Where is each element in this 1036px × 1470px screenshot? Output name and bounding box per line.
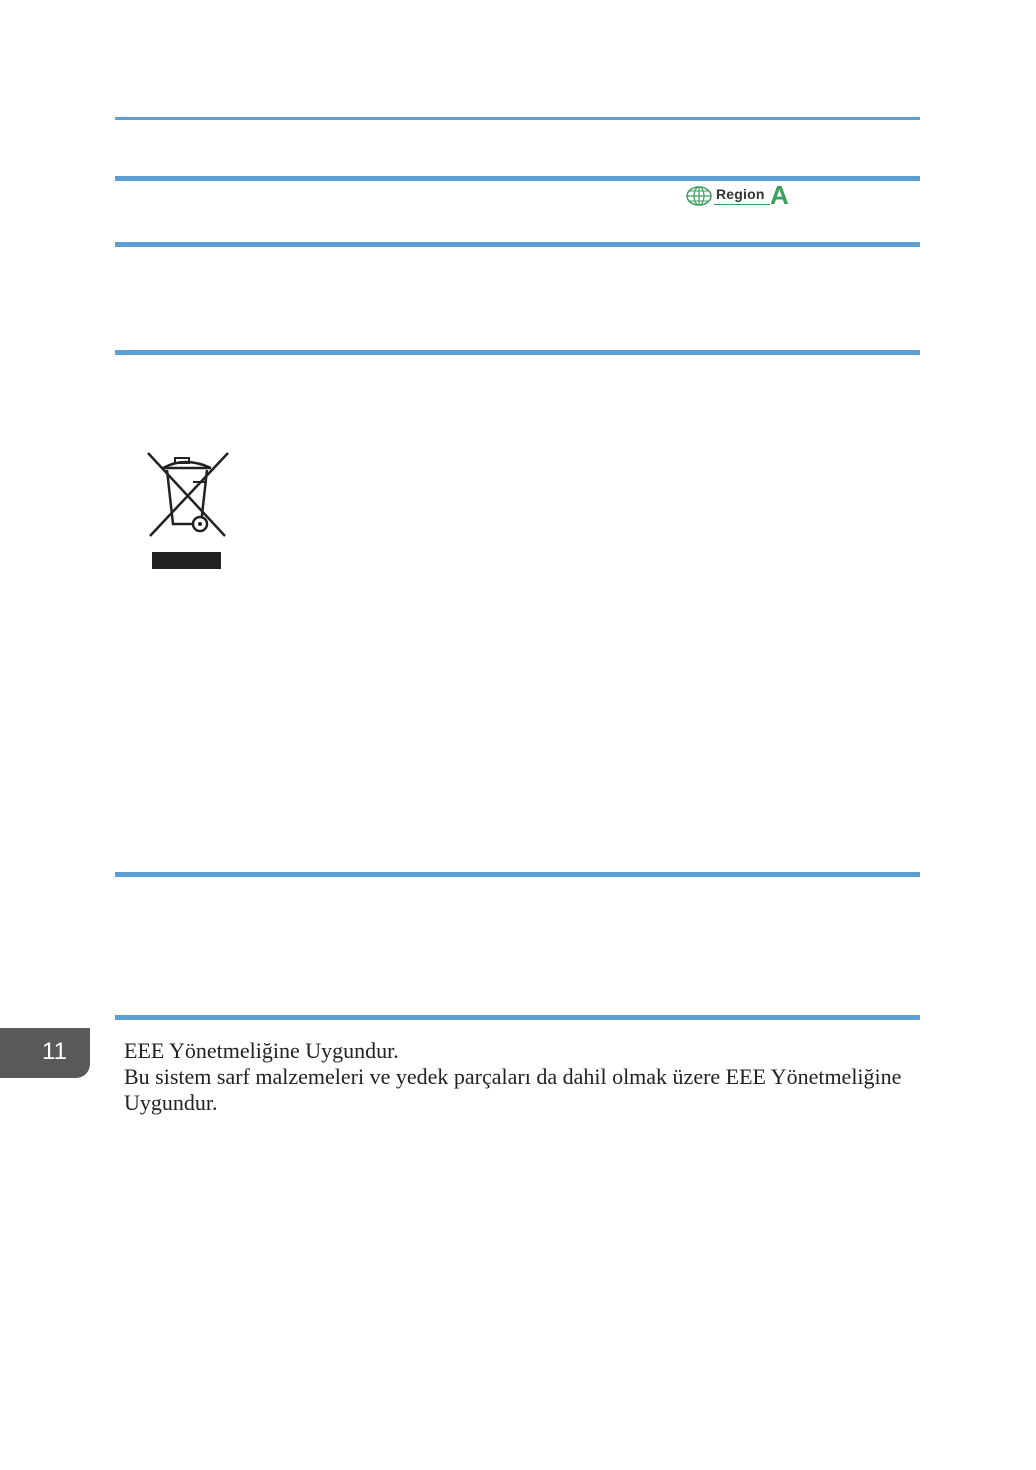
region-letter: A bbox=[770, 180, 789, 210]
section-divider bbox=[115, 872, 920, 877]
chapter-tab bbox=[0, 1028, 90, 1078]
region-label: Region bbox=[716, 186, 765, 202]
section-divider bbox=[115, 242, 920, 247]
region-badge bbox=[686, 180, 794, 210]
compliance-text bbox=[124, 1038, 920, 1116]
compliance-line-1: EEE Yönetmeliğine Uygundur. bbox=[124, 1038, 399, 1063]
region-underline bbox=[714, 204, 770, 205]
globe-icon bbox=[686, 186, 712, 206]
section-divider bbox=[115, 1015, 920, 1020]
section-divider bbox=[115, 117, 920, 120]
chapter-number: 11 bbox=[42, 1038, 67, 1065]
compliance-line-2: Bu sistem sarf malzemeleri ve yedek parçaları da dahil olmak üzere EEE Yönetmeliğine Uygundur. bbox=[124, 1064, 902, 1115]
section-divider bbox=[115, 350, 920, 355]
crossed-out-wheelie-bin-icon bbox=[145, 450, 231, 572]
section-divider bbox=[115, 176, 920, 181]
